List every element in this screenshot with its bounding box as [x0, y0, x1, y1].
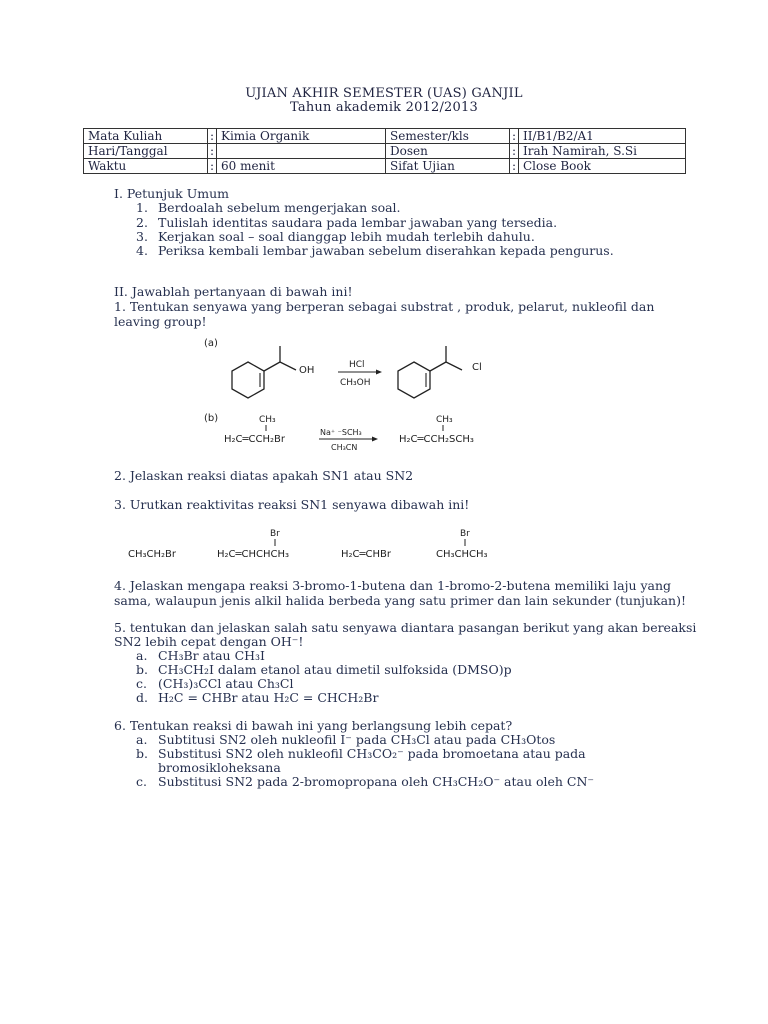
bromine-label: Br [460, 529, 470, 539]
list-item-letter: b. [136, 662, 148, 677]
question-1-line-1: 1. Tentukan senyawa yang berperan sebagai substrat , produk, pelarut, nukleofil dan [114, 299, 655, 314]
list-item-text: CH₃CH₂I dalam etanol atau dimetil sulfoksida (DMSO)p [158, 662, 512, 677]
bond [446, 362, 462, 370]
table-cell: : [208, 129, 217, 144]
allyl-thioether: H₂C═CCH₂SCH₃ [399, 434, 474, 445]
table-cell: : [510, 159, 519, 174]
exam-subtitle: Tahun akademik 2012/2013 [290, 100, 478, 115]
arrow-head [376, 370, 382, 375]
bromine-label: Br [270, 529, 280, 539]
list-item-text: bromosikloheksana [158, 760, 281, 775]
solvent-ch3oh: CH₃OH [340, 378, 371, 388]
reaction-scheme-figure [200, 332, 510, 460]
bond [280, 362, 296, 370]
compound-vinyl-bromide: H₂C═CHBr [341, 549, 392, 560]
list-item-text: Periksa kembali lembar jawaban sebelum diserahkan kepada pengurus. [158, 243, 614, 258]
question-5-line-1: 5. tentukan dan jelaskan salah satu senyawa diantara pasangan berikut yang akan bereaksi [114, 620, 697, 635]
question-1-line-2: leaving group! [114, 314, 207, 329]
cyclohexene-ring [398, 362, 430, 398]
list-item-letter: c. [136, 676, 147, 691]
exam-info-table [83, 128, 686, 174]
list-item-letter: c. [136, 774, 147, 789]
list-item-letter: a. [136, 732, 148, 747]
question-5-line-2: SN2 lebih cepat dengan OH⁻! [114, 634, 304, 649]
table-cell: Close Book [519, 159, 686, 174]
table-cell: Waktu [84, 159, 208, 174]
question-4-line-2: sama, walaupun jenis alkil halida berbeda yang satu primer dan lain sekunder (tunjukan)! [114, 593, 686, 608]
cl-group: Cl [472, 362, 482, 373]
table-cell: : [510, 129, 519, 144]
list-item-number: 1. [136, 200, 148, 215]
list-item-text: Berdoalah sebelum mengerjakan soal. [158, 200, 401, 215]
list-item-text: Kerjakan soal – soal dianggap lebih mudah terlebih dahulu. [158, 229, 535, 244]
compound-2-bromopropane: CH₃CHCH₃ [436, 549, 488, 560]
list-item-text: H₂C = CHBr atau H₂C = CHCH₂Br [158, 690, 379, 705]
section1-heading: I. Petunjuk Umum [114, 186, 230, 201]
compound-ethyl-bromide: CH₃CH₂Br [128, 549, 176, 560]
list-item-number: 3. [136, 229, 148, 244]
bond [430, 362, 446, 371]
question-6: 6. Tentukan reaksi di bawah ini yang berlangsung lebih cepat? [114, 718, 513, 733]
question-4-line-1: 4. Jelaskan mengapa reaksi 3-bromo-1-butena dan 1-bromo-2-butena memiliki laju yang [114, 578, 672, 593]
list-item-text: Substitusi SN2 oleh nukleofil CH₃CO₂⁻ pada bromoetana atau pada [158, 746, 586, 761]
table-cell: 60 menit [217, 159, 386, 174]
methyl-group: CH₃ [259, 415, 276, 425]
list-item-number: 4. [136, 243, 148, 258]
list-item-letter: a. [136, 648, 148, 663]
sn1-compounds-figure [124, 524, 504, 564]
label-a: (a) [204, 338, 218, 349]
bond [264, 362, 280, 371]
list-item-text: CH₃Br atau CH₃I [158, 648, 265, 663]
table-cell: Kimia Organik [217, 129, 386, 144]
table-cell [217, 144, 386, 159]
question-2: 2. Jelaskan reaksi diatas apakah SN1 atau SN2 [114, 468, 414, 483]
table-cell: Semester/kls [386, 129, 510, 144]
table-cell: : [208, 144, 217, 159]
list-item-letter: b. [136, 746, 148, 761]
list-item-text: Tulislah identitas saudara pada lembar jawaban yang tersedia. [158, 215, 558, 230]
table-cell: Hari/Tanggal [84, 144, 208, 159]
cyclohexene-ring [232, 362, 264, 398]
reagent-nasch3: Na⁺ ⁻SCH₃ [320, 428, 362, 437]
list-item-number: 2. [136, 215, 148, 230]
section2-heading: II. Jawablah pertanyaan di bawah ini! [114, 284, 353, 299]
table-cell: Mata Kuliah [84, 129, 208, 144]
question-3: 3. Urutkan reaktivitas reaksi SN1 senyawa dibawah ini! [114, 497, 470, 512]
list-item-text: (CH₃)₃CCl atau Ch₃Cl [158, 676, 294, 691]
table-cell: Irah Namirah, S.Si [519, 144, 686, 159]
table-cell: II/B1/B2/A1 [519, 129, 686, 144]
exam-title: UJIAN AKHIR SEMESTER (UAS) GANJIL [245, 86, 523, 101]
table-cell: Dosen [386, 144, 510, 159]
list-item-text: Substitusi SN2 pada 2-bromopropana oleh CH₃CH₂O⁻ atau oleh CN⁻ [158, 774, 595, 789]
methyl-group: CH₃ [436, 415, 453, 425]
compound-3-bromo-1-butene: H₂C═CHCHCH₃ [217, 549, 290, 560]
table-cell: Sifat Ujian [386, 159, 510, 174]
table-row [84, 159, 686, 174]
list-item-text: Subtitusi SN2 oleh nukleofil I⁻ pada CH₃Cl atau pada CH₃Otos [158, 732, 556, 747]
reagent-hcl: HCl [349, 360, 365, 370]
arrow-head [372, 437, 378, 442]
table-row [84, 129, 686, 144]
table-cell: : [208, 159, 217, 174]
table-cell: : [510, 144, 519, 159]
allyl-bromide: H₂C═CCH₂Br [224, 434, 285, 445]
label-b: (b) [204, 413, 219, 424]
oh-group: OH [299, 365, 315, 376]
list-item-letter: d. [136, 690, 148, 705]
table-row [84, 144, 686, 159]
solvent-ch3cn: CH₃CN [331, 443, 358, 452]
